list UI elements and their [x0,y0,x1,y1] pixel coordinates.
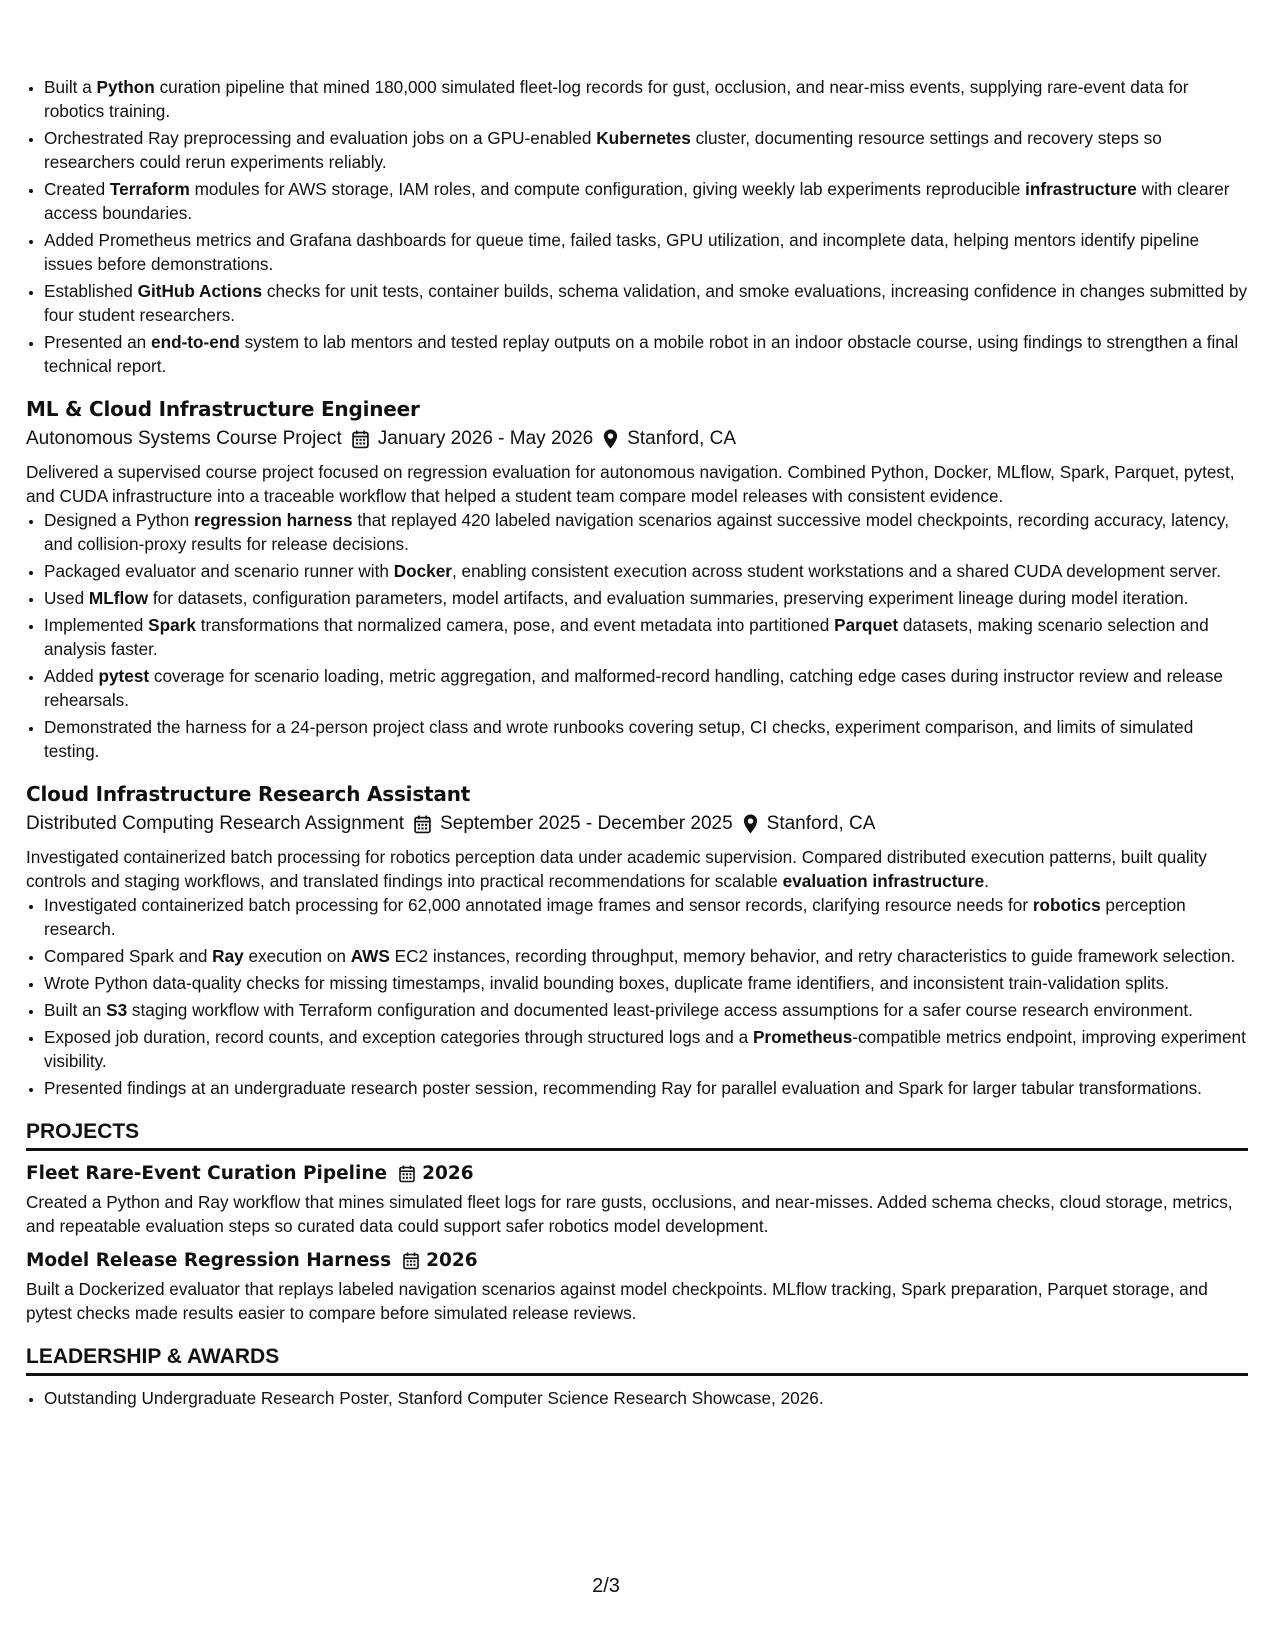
bullet-item [44,1025,1248,1073]
job-entry [26,396,1248,763]
text-run: Demonstrated the harness for a 24-person project class and wrote runbooks covering setup, CI checks, experiment comparison, and limits of simulated testing. [44,717,1194,761]
bullet-item [44,971,1248,995]
bullet-item [44,664,1248,712]
project-title-row [26,1161,1248,1187]
text-run: Delivered a supervised course project focused on regression evaluation for autonomous navigation. Combined Python, Docker, MLflow, Spark, Parquet, pytest, and CUDA infrastructure into a traceable workflow that helped a student team compare model releases with consistent evidence. [26,462,1235,506]
bold-keyword: AWS [350,946,390,966]
bold-keyword: end-to-end [151,332,240,352]
calendar-icon [352,430,369,449]
job-entry [26,781,1248,1100]
text-run: Implemented [44,615,149,635]
text-run: Established [44,281,138,301]
bold-keyword: regression harness [194,510,353,530]
bold-keyword: Ray [212,946,244,966]
text-run: Orchestrated Ray preprocessing and evaluation jobs on a GPU-enabled [44,128,597,148]
bold-keyword: Kubernetes [596,128,691,148]
bullet-item [44,586,1248,610]
bold-keyword: Python [96,77,155,97]
map-pin-icon [603,429,618,449]
job-location: Stanford, CA [766,813,876,834]
awards-list [26,1386,1248,1410]
bold-keyword: Terraform [109,179,190,199]
bold-keyword: evaluation infrastructure [782,871,985,891]
text-run: Built an [44,1000,107,1020]
text-run: , enabling consistent execution across student workstations and a shared CUDA development server. [451,561,1222,581]
text-run: coverage for scenario loading, metric aggregation, and malformed-record handling, catching edge cases during instructor review and release rehearsals. [44,666,1223,710]
bullet-item [44,508,1248,556]
text-run: datasets, making scenario selection and analysis faster. [44,615,1209,659]
text-run: -compatible metrics endpoint, improving experiment visibility. [44,1027,1246,1071]
text-run: perception research. [44,895,1186,939]
text-run: Investigated containerized batch processing for 62,000 annotated image frames and sensor records, clarifying resource needs for [44,895,1033,915]
project-description: Created a Python and Ray workflow that mines simulated fleet logs for rare gusts, occlusions, and near-misses. Added schema checks, cloud storage, metrics, and repeatable evaluation steps so curated data could support safer robotics model development. [26,1192,1233,1236]
text-run: that replayed 420 labeled navigation scenarios against successive model checkpoints, recording accuracy, latency, and collision-proxy results for release decisions. [44,510,1230,554]
text-run: transformations that normalized camera, pose, and event metadata into partitioned [195,615,835,635]
project-description: Built a Dockerized evaluator that replays labeled navigation scenarios against model checkpoints. MLflow tracking, Spark preparation, Parquet storage, and pytest checks made results easier to compare before simulated release reviews. [26,1279,1208,1323]
job-bullets [26,508,1248,763]
bullet-item [44,613,1248,661]
job-dates: January 2026 - May 2026 [377,428,594,449]
bullet-item [44,228,1248,276]
bullet-item [44,998,1248,1022]
text-run: staging workflow with Terraform configuration and documented least-privilege access assumptions for a safer course research environment. [127,1000,1193,1020]
text-run: cluster, documenting resource settings and recovery steps so researchers could rerun experiments reliably. [44,128,1162,172]
job-meta [26,426,1248,452]
text-run: Added [44,666,99,686]
bullet-item [44,126,1248,174]
job-organization: Autonomous Systems Course Project [26,428,342,449]
project-entry [26,1161,1248,1238]
job-summary [26,460,1248,508]
bullet-item [44,1076,1248,1100]
text-run: Exposed job duration, record counts, and exception categories through structured logs and a [44,1027,753,1047]
text-run: Packaged evaluator and scenario runner with [44,561,394,581]
bullet-item [44,330,1248,378]
job-bullets [26,893,1248,1100]
project-title-row [26,1248,1248,1274]
bullet-item [44,944,1248,968]
bold-keyword: S3 [106,1000,128,1020]
text-run: Presented findings at an undergraduate research poster session, recommending Ray for parallel evaluation and Spark for larger tabular transformations. [44,1078,1202,1098]
text-run: Built a [44,77,97,97]
bold-keyword: robotics [1032,895,1101,915]
job-title: Cloud Infrastructure Research Assistant [26,782,471,806]
text-run: for datasets, configuration parameters, model artifacts, and evaluation summaries, preserving experiment lineage during model iteration. [148,588,1189,608]
project-year: 2026 [422,1163,474,1184]
job-dates: September 2025 - December 2025 [440,813,733,834]
job-meta [26,811,1248,837]
text-run: with clearer access boundaries. [44,179,1230,223]
projects-list [26,1161,1248,1325]
bold-keyword: Docker [393,561,452,581]
calendar-icon [414,815,431,834]
calendar-icon [403,1252,419,1270]
leadership-heading: LEADERSHIP & AWARDS [26,1343,1248,1376]
bold-keyword: pytest [98,666,150,686]
job-location: Stanford, CA [627,428,736,449]
text-run: checks for unit tests, container builds, schema validation, and smoke evaluations, increasing confidence in changes submitted by four student researchers. [44,281,1248,325]
bullet-item [44,559,1248,583]
text-run: Added Prometheus metrics and Grafana dashboards for queue time, failed tasks, GPU utilization, and incomplete data, helping mentors identify pipeline issues before demonstrations. [44,230,1200,274]
bold-keyword: MLflow [88,588,149,608]
bold-keyword: Parquet [834,615,899,635]
calendar-icon [399,1165,415,1183]
text-run: Wrote Python data-quality checks for missing timestamps, invalid bounding boxes, duplicate frame identifiers, and inconsistent train-validation splits. [44,973,1170,993]
text-run: Compared Spark and [44,946,213,966]
bold-keyword: infrastructure [1025,179,1137,199]
text-run: curation pipeline that mined 180,000 simulated fleet-log records for gust, occlusion, and near-miss events, supplying rare-event data for robotics training. [44,77,1189,121]
text-run: execution on [243,946,351,966]
text-run: Designed a Python [44,510,195,530]
award-item: • Outstanding Undergraduate Research Poster, Stanford Computer Science Research Showcase, 2026. [44,1386,1248,1410]
text-run: Used [44,588,89,608]
project-title: Fleet Rare-Event Curation Pipeline [26,1163,388,1184]
text-run: Presented an [44,332,152,352]
text-run: modules for AWS storage, IAM roles, and compute configuration, giving weekly lab experiments reproducible [189,179,1026,199]
map-pin-icon [743,814,758,834]
job-summary [26,845,1248,893]
projects-heading: PROJECTS [26,1118,1248,1151]
experience-bullets-continued [26,75,1248,378]
project-entry [26,1248,1248,1325]
experience-list [26,396,1248,1100]
text-run: system to lab mentors and tested replay outputs on a mobile robot in an indoor obstacle course, using findings to strengthen a final technical report. [44,332,1239,376]
bold-keyword: GitHub Actions [137,281,263,301]
text-run: EC2 instances, recording throughput, memory behavior, and retry characteristics to guide framework selection. [389,946,1236,966]
text-run: Created [44,179,110,199]
job-organization: Distributed Computing Research Assignment [26,813,405,834]
project-title: Model Release Regression Harness [26,1250,392,1271]
bullet-item [44,279,1248,327]
bullet-item [44,715,1248,763]
bullet-item [44,893,1248,941]
project-year: 2026 [426,1250,478,1271]
job-title: ML & Cloud Infrastructure Engineer [26,397,420,421]
text-run: . [984,871,989,891]
bullet-item [44,177,1248,225]
bullet-item [44,75,1248,123]
page-number: 2/3 [592,1575,620,1597]
bold-keyword: Prometheus [752,1027,853,1047]
bold-keyword: Spark [148,615,196,635]
resume-page [26,75,1248,1413]
text-run: Investigated containerized batch processing for robotics perception data under academic supervision. Compared distributed execution patterns, built quality controls and staging workflows, and translated findings into practical recommendations for scalable [26,847,1207,891]
